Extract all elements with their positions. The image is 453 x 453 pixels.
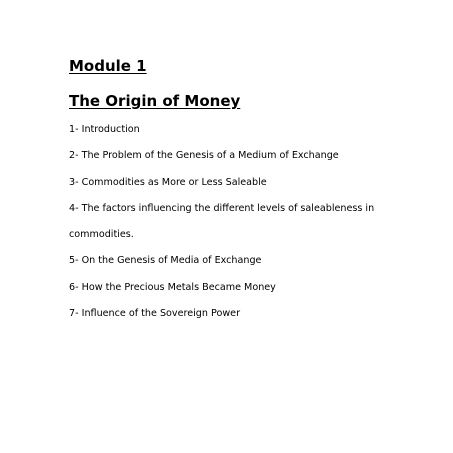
toc-item-factors-saleableness: 4- The factors influencing the different levels of saleableness in xyxy=(69,203,375,214)
toc-item-sovereign-power: 7- Influence of the Sovereign Power xyxy=(69,308,241,319)
toc-item-genesis-media: 5- On the Genesis of Media of Exchange xyxy=(69,255,262,266)
toc-item-factors-saleableness-continued: commodities. xyxy=(69,229,134,240)
page-title: The Origin of Money xyxy=(69,92,241,110)
module-heading: Module 1 xyxy=(69,57,147,75)
toc-item-medium-of-exchange: 2- The Problem of the Genesis of a Medium of Exchange xyxy=(69,150,339,161)
toc-item-introduction: 1- Introduction xyxy=(69,124,140,135)
toc-item-commodities-saleable: 3- Commodities as More or Less Saleable xyxy=(69,177,267,188)
toc-item-precious-metals: 6- How the Precious Metals Became Money xyxy=(69,282,276,293)
